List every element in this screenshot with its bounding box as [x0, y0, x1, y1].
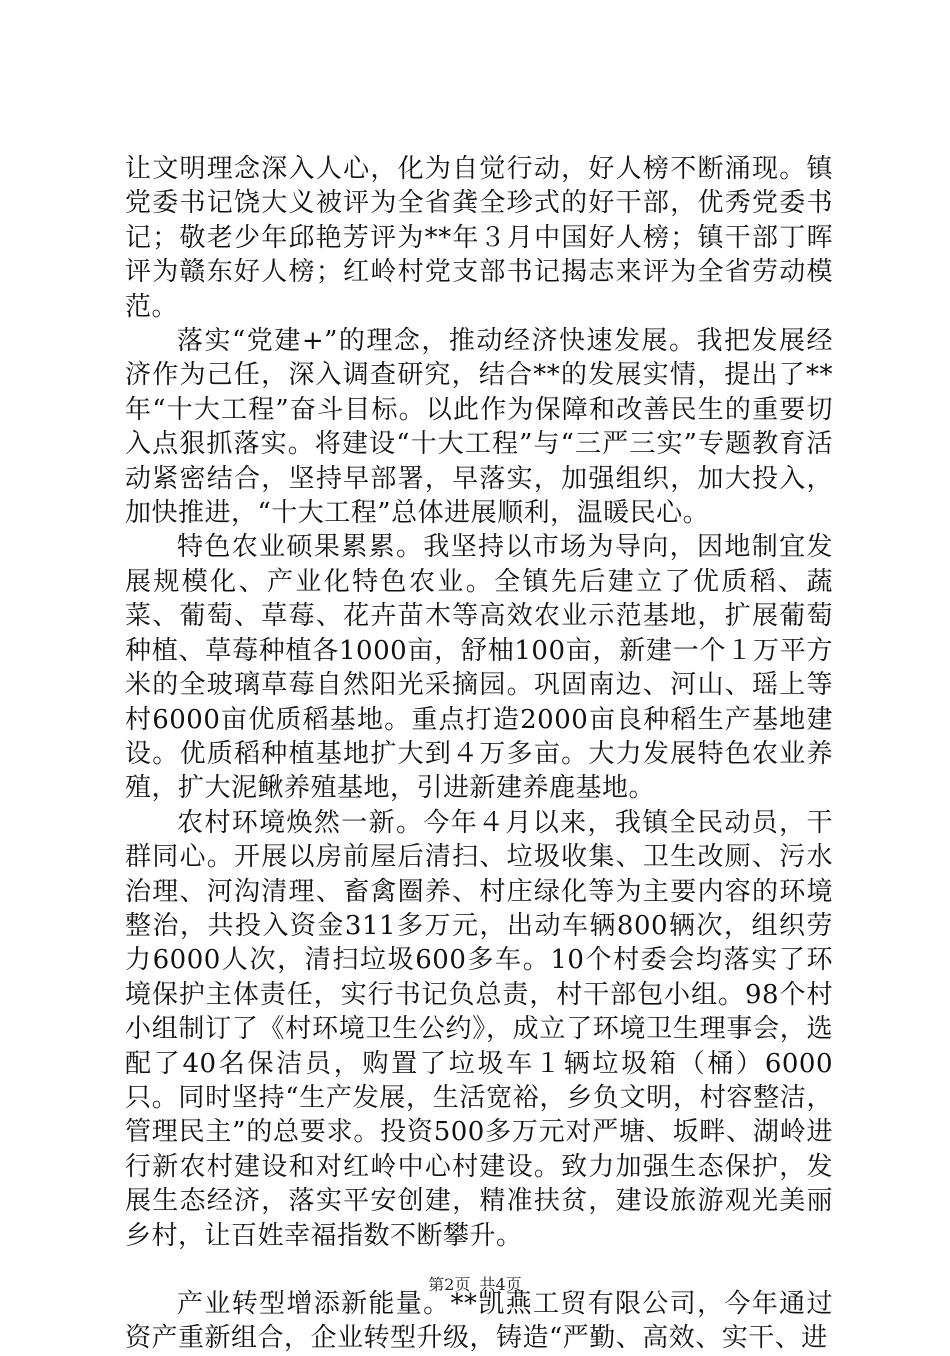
paragraph-2: 落实“党建+”的理念，推动经济快速发展。我把发展经济作为己任，深入调查研究，结合**的发展实情，提出了**年“十大工程”奋斗目标。以此作为保障和改善民生的重要切入点狠抓落实。将建设“十大工程”与“三严三实”专题教育活动紧密结合，坚持早部署，早落实，加强组织，加大投入，加快推进，“十大工程”总体进展顺利，温暖民心。 — [125, 326, 833, 529]
page-number: 第2页 — [428, 1275, 471, 1294]
paragraph-5: 产业转型增添新能量。**凯燕工贸有限公司，今年通过资产重新组合，企业转型升级，铸造“严勤、高效、实干、进 — [125, 1289, 833, 1354]
page-total: 共4页 — [479, 1275, 522, 1294]
paragraph-1: 让文明理念深入人心，化为自觉行动，好人榜不断涌现。镇党委书记饶大义被评为全省龚全珍式的好干部，优秀党委书记；敬老少年邱艳芳评为**年３月中国好人榜；镇干部丁晖评为赣东好人榜；红岭村党支部书记揭志来评为全省劳动模范。 — [125, 154, 833, 322]
paragraph-4: 农村环境焕然一新。今年４月以来，我镇全民动员，干群同心。开展以房前屋后清扫、垃圾收集、卫生改厕、污水治理、河沟清理、畜禽圈养、村庄绿化等为主要内容的环境整治，共投入资金311多万元，出动车辆800辆次，组织劳力6000人次，清扫垃圾600多车。10个村委会均落实了环境保护主体责任，实行书记负总责，村干部包小组。98个村小组制订了《村环境卫生公约》，成立了环境卫生理事会，选配了40名保洁员，购置了垃圾车１辆垃圾箱（桶）6000只。同时坚持“生产发展，生活宽裕，乡负文明，村容整洁，管理民主”的总要求。投资500多万元对严塘、坂畔、湖岭进行新农村建设和对红岭中心村建设。致力加强生态保护，发展生态经济，落实平安创建，精准扶贫，建设旅游观光美丽乡村，让百姓幸福指数不断攀升。 — [125, 807, 833, 1251]
paragraph-3: 特色农业硕果累累。我坚持以市场为导向，因地制宜发展规模化、产业化特色农业。全镇先后建立了优质稻、蔬菜、葡萄、草莓、花卉苗木等高效农业示范基地，扩展葡萄种植、草莓种植各1000亩，舒柚100亩，新建一个１万平方米的全玻璃草莓自然阳光采摘园。巩固南边、河山、瑶上等村6000亩优质稻基地。重点打造2000亩良种稻生产基地建设。优质稻种植基地扩大到４万多亩。大力发展特色农业养殖，扩大泥鳅养殖基地，引进新建养鹿基地。 — [125, 532, 833, 804]
page-footer — [0, 1272, 950, 1295]
document-body — [125, 152, 833, 1356]
